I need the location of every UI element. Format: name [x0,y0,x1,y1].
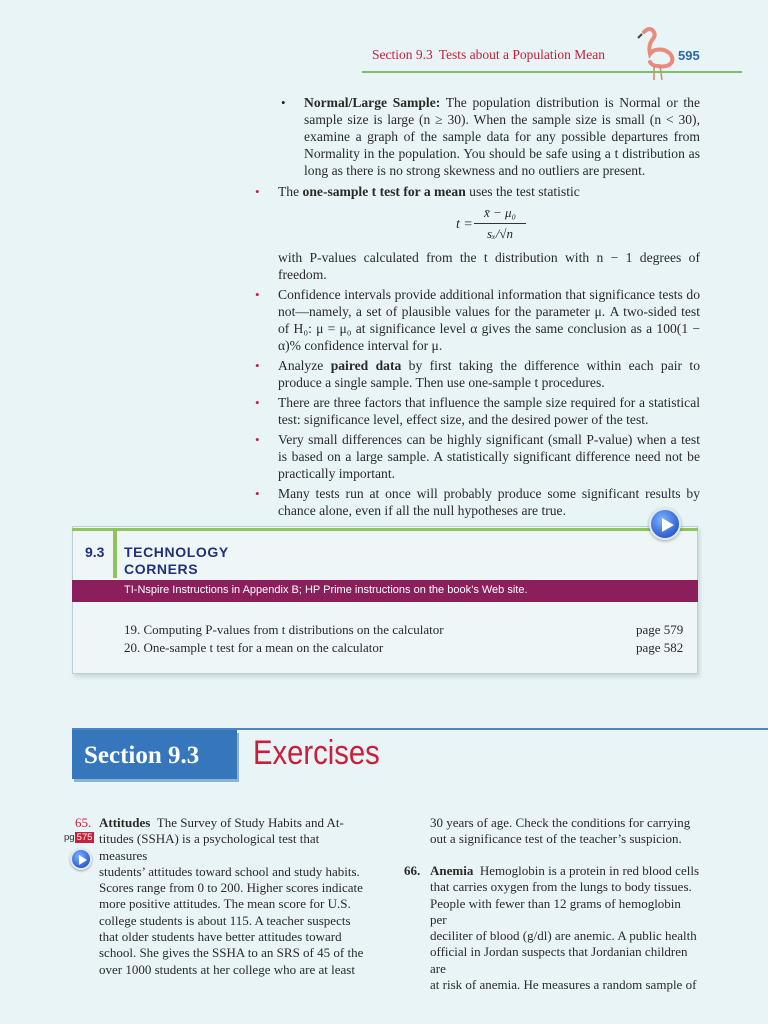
ex66-line: deciliter of blood (g/dl) are anemic. A public health [430,928,697,944]
section-label: Section 9.3 [72,730,237,779]
page-reference-tag[interactable] [64,832,94,843]
ex65-cont-line: 30 years of age. Check the conditions for carrying [430,815,691,830]
formula-lhs: t = [456,217,473,232]
ex65-line: over 1000 students at her college who are at least [99,961,355,977]
running-head [372,47,605,63]
header-rule [362,71,742,73]
exercise-66-title: Anemia [430,863,474,878]
bullet-small-diff [252,431,700,482]
exercise-65-continued [430,815,700,848]
bullet-many-tests [252,485,700,519]
ex65-line: titudes (SSHA) is a psychological test that measures [99,831,320,863]
formula-numerator: x̄ − μ₀ [483,205,517,220]
tc-title-line1: TECHNOLOGY [124,544,229,560]
ex65-line: students’ attitudes toward school and study habits. [99,863,360,879]
bullet-normal-large [252,94,700,179]
bullet-dot: • [255,486,260,501]
tc-item[interactable]: 20. One-sample t test for a mean on the calculator [124,640,384,655]
ex66-line: Hemoglobin is a protein in red blood cells [479,863,699,878]
tc-title-line2: CORNERS [124,561,199,577]
bullet-dot: • [255,184,260,199]
ex65-line: school. She gives the SSHA to an SRS of 45 of the [99,945,364,961]
play-video-icon[interactable] [70,848,92,870]
running-head-title: Tests about a Population Mean [438,47,606,62]
bullet-confidence [252,286,700,354]
ex65-line: that older students have better attitudes toward [99,929,342,945]
ex65-cont-line: out a significance test of the teacher’s suspicion. [430,831,682,847]
bullet-dot: • [255,287,260,302]
fraction-bar [474,223,526,224]
normal-large-text: The population distribution is Normal or the sample size is large (n ≥ 30). When the sample size is small (n < 30), examine a graph of the sample data for any possible departures from Normality in the population. You should be safe using a t distribution as long as there is no strong skewness and no outliers are present. [304,95,701,178]
ex65-line: college students is about 115. A teacher suspects [99,912,351,928]
tc-item[interactable]: 19. Computing P-values from t distributions on the calculator [124,622,444,637]
exercise-66-text [430,863,700,993]
exercise-65-text [99,815,367,978]
factors-text: There are three factors that influence the sample size required for a statistical test: significance level, effect size, and the desired power of the test. [278,395,700,427]
exercises-title: Exercises [253,734,380,772]
paired-pre: Analyze [278,358,324,373]
normal-large-label: Normal/Large Sample: [304,95,441,110]
ex65-line: The Survey of Study Habits and At- [156,815,344,830]
tc-item-page: page 582 [636,640,684,655]
formula-denominator: sₓ/√n [487,226,513,241]
running-head-section: Section 9.3 [372,47,433,62]
tc-instructions-band: TI-Nspire Instructions in Appendix B; HP Prime instructions on the book’s Web site. [72,580,698,602]
ex66-line: official in Jordan suspects that Jordanian children are [430,944,688,976]
exercise-65-number: 65. [75,815,92,830]
ex66-line: that carries oxygen from the lungs to body tissues. [430,879,692,895]
play-video-icon[interactable] [649,508,681,540]
small-diff-text: Very small differences can be highly significant (small P-value) when a test is based on a large sample. A statistically significant difference need not be practically important. [278,432,700,481]
bullet-paired [252,357,700,391]
bullet-dot: • [255,358,260,373]
pvalue-text: with P-values calculated from the t distribution with n − 1 degrees of freedom. [278,250,700,282]
ex65-line: more positive attitudes. The mean score for U.S. [99,896,351,912]
summary-bullets [252,94,700,522]
page-number: 595 [678,48,700,63]
exercise-66-number: 66. [404,863,421,878]
one-sample-label: one-sample t test for a mean [302,184,466,199]
exercise-65-title: Attitudes [99,815,151,830]
t-statistic-formula [278,203,700,249]
bullet-dot: • [255,395,260,410]
ex65-line: Scores range from 0 to 200. Higher scores indicate [99,880,363,896]
one-sample-pre: The [278,184,300,199]
bullet-factors [252,394,700,428]
one-sample-post: uses the test statistic [469,184,580,199]
bullet-one-sample [252,183,700,200]
ex66-line: at risk of anemia. He measures a random sample of [430,977,697,993]
bullet-dot: • [255,432,260,447]
tc-vertical-bar [113,528,117,578]
bullet-dot: • [281,95,286,110]
tc-title [124,544,274,578]
tc-top-bar [72,528,698,531]
tc-number: 9.3 [85,544,105,560]
paired-label: paired data [330,358,402,373]
pg-number: 575 [76,832,93,843]
tc-item-page: page 579 [636,622,684,637]
confidence-text: Confidence intervals provide additional information that significance tests do not—namely, a set of plausible values for the parameter μ. A two-sided test of H₀: μ = μ₀ at significance level α gives the same conclusion as a 100(1 − α)% confidence interval for μ. [278,287,700,353]
paired-post: by first taking the difference within each pair to produce a single sample. Then use one-sample t procedures. [278,358,700,390]
pg-prefix: pg [64,832,75,843]
ex66-line: People with fewer than 12 grams of hemoglobin per [430,895,681,927]
many-tests-text: Many tests run at once will probably produce some significant results by chance alone, even if all the null hypotheses are true. [278,486,700,518]
